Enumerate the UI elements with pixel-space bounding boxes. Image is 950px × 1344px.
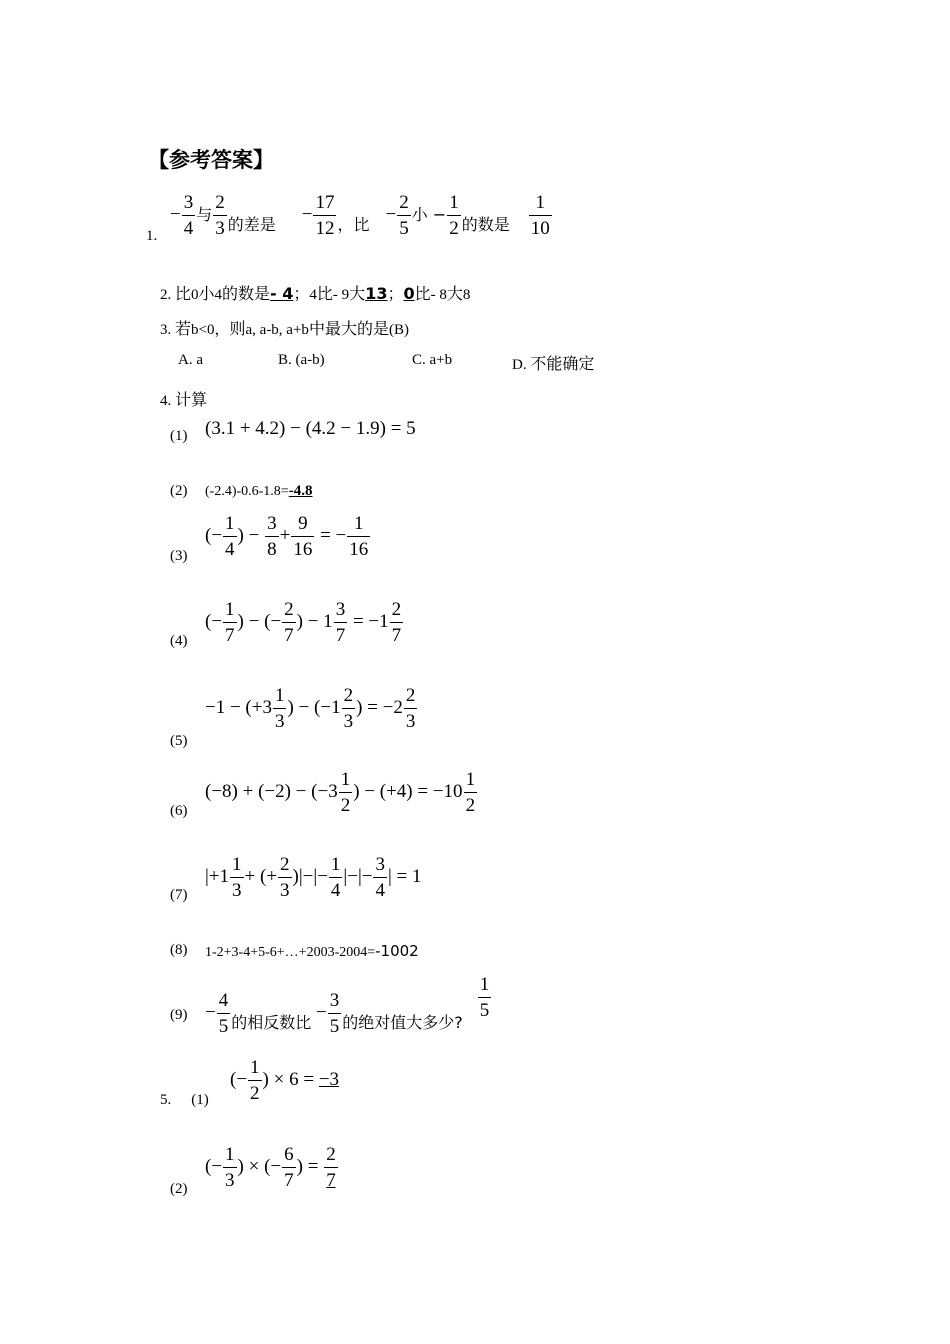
q4-expr-4: (− $\frac{1}{7}$ ) − (− $\frac{2}{7}$ ) − 1 $\frac{3}{7}$ = −1 $\frac{2}{7}$ bbox=[205, 599, 402, 646]
q4-expr-7: |+1 $\frac{1}{3}$ + (+ $\frac{2}{3}$ )|−|− $\frac{1}{4}$ |−|− $\frac{3}{4}$ | = 1 bbox=[205, 854, 422, 901]
q1-frac-1-2: $\frac{1}{2}$ bbox=[449, 192, 459, 239]
q5-answer-1: −3 bbox=[318, 1068, 340, 1090]
q4-expr-3: (− $\frac{1}{4}$ ) − $\frac{3}{8}$ + $\frac{9}{16}$ = − $\frac{1}{16}$ bbox=[205, 513, 369, 560]
q4-expr-1: (3.1 + 4.2) − (4.2 − 1.9) = 5 bbox=[205, 418, 416, 439]
q1-frac-3-4: $\frac{3}{4}$ bbox=[183, 192, 194, 239]
q4-expr-8: 1-2+3-4+5-6+…+2003-2004=-1002 bbox=[205, 942, 419, 960]
q4-label-9: (9) bbox=[170, 1007, 188, 1023]
q2-answer-1: - 4 bbox=[270, 284, 294, 303]
q1-frac-17-12: $\frac{17}{12}$ bbox=[315, 192, 335, 239]
q4-header: 4. 计算 bbox=[160, 390, 208, 409]
q1-frac-1-10: $\frac{1}{10}$ bbox=[530, 192, 550, 239]
q4-label-2: (2) bbox=[170, 483, 188, 499]
q3-line: 3. 若b<0，则a, a-b, a+b中最大的是(B) bbox=[160, 319, 409, 338]
q4-label-8: (8) bbox=[170, 942, 188, 958]
q2-line: 2. 比0小4的数是- 4；4比- 9大13；0比- 8大8 bbox=[160, 284, 471, 303]
q5-expr-1: (− $\frac{1}{2}$ ) × 6 = −3 bbox=[230, 1057, 340, 1104]
q5-answer-2: $\frac{2}{7}$ bbox=[326, 1144, 336, 1191]
q1-number: 1. bbox=[146, 228, 158, 244]
q2-answer-2: 13 bbox=[365, 284, 388, 303]
q3-option-c: C. a+b bbox=[412, 352, 453, 368]
q2-answer-3: 0 bbox=[403, 284, 415, 303]
q4-expr-9: − $\frac{4}{5}$ $_{的相反数比}$ − $\frac{3}{5}$ $_{的绝对值大多少?}$ $\frac{1}{5}$ bbox=[205, 974, 490, 1038]
q4-label-3: (3) bbox=[170, 548, 188, 564]
q4-label-4: (4) bbox=[170, 633, 188, 649]
q4-label-6: (6) bbox=[170, 803, 188, 819]
q1-frac-2-3: $\frac{2}{3}$ bbox=[215, 192, 225, 239]
q4-expr-2: (-2.4)-0.6-1.8=-4.8 bbox=[205, 483, 313, 499]
q4-answer-2: -4.8 bbox=[288, 483, 313, 499]
q4-answer-8: -1002 bbox=[375, 942, 419, 960]
q5-expr-2: (− $\frac{1}{3}$ ) × (− $\frac{6}{7}$ ) = $\frac{2}{7}$ bbox=[205, 1144, 336, 1191]
q3-option-a: A. a bbox=[178, 352, 203, 368]
q3-option-d: D. 不能确定 bbox=[512, 354, 595, 373]
page-heading: 【参考答案】 bbox=[148, 148, 274, 172]
q4-expr-5: −1 − (+3 $\frac{1}{3}$ ) − (−1 $\frac{2}{3}$ ) = −2 $\frac{2}{3}$ bbox=[205, 685, 416, 732]
q4-label-7: (7) bbox=[170, 887, 188, 903]
q1-expression: − $\frac{3}{4}$ 与 $\frac{2}{3}$ $_{的差是}$ − $\frac{17}{12}$ $_{,比}$ − $\frac{2}{5}$ 小 − $\frac{1}{2}$ $_{的数是}$ $\frac{1}{10}$ bbox=[170, 192, 550, 239]
q4-label-1: (1) bbox=[170, 428, 188, 444]
q5-label-2: (2) bbox=[170, 1181, 188, 1197]
q4-label-5: (5) bbox=[170, 733, 188, 749]
q4-expr-6: (−8) + (−2) − (−3 $\frac{1}{2}$ ) − (+4) = −10 $\frac{1}{2}$ bbox=[205, 769, 476, 816]
q1-frac-2-5: $\frac{2}{5}$ bbox=[399, 192, 409, 239]
q3-option-b: B. (a-b) bbox=[278, 352, 325, 368]
q5-number: 5. (1) bbox=[160, 1092, 209, 1108]
